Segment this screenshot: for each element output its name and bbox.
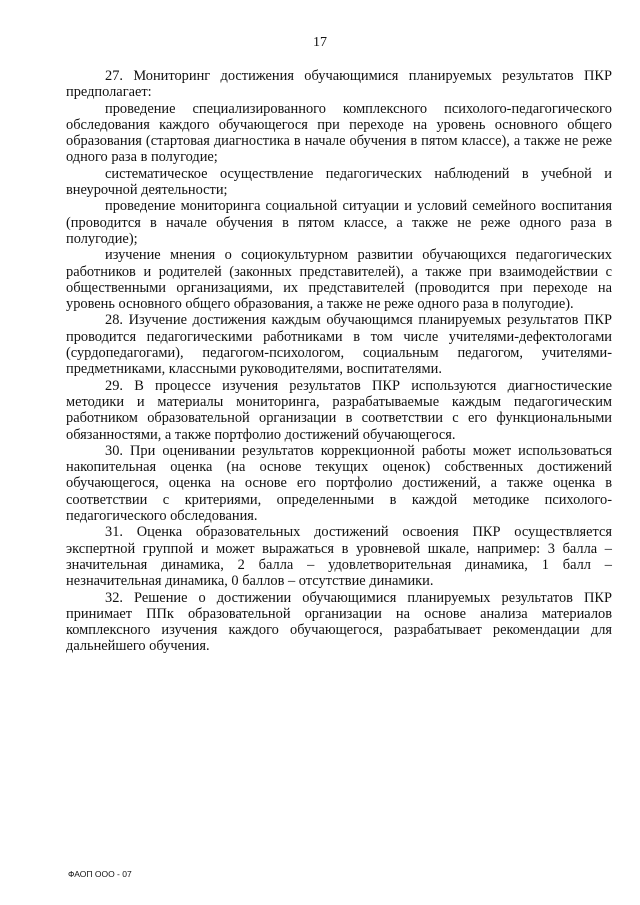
list-item-observations: систематическое осуществление педагогических наблюдений в учебной и внеурочной деятельности; — [66, 165, 612, 199]
paragraph-29: 29. В процессе изучения результатов ПКР используются диагностические методики и материалы мониторинга, разрабатываемые каждым педагогическим работником образовательной организации в соответствии с его функциональными обязанностями, а также портфолио достижений обучающегося. — [66, 377, 612, 443]
list-item-social-monitoring: проведение мониторинга социальной ситуации и условий семейного воспитания (проводится в начале обучения в пятом классе, а также не реже одного раза в полугодие); — [66, 198, 612, 247]
list-item-opinion-study: изучение мнения о социокультурном развитии обучающихся педагогических работников и родителей (законных представителей), а также при взаимодействии с общественными организациями, их представителей (проводится при переходе на уровень основного общего образования, а также не реже одного раза в полугодие). — [66, 247, 612, 313]
paragraph-32: 32. Решение о достижении обучающимися планируемых результатов ПКР принимает ППк образовательной организации на основе анализа материалов комплексного изучения каждого обучающегося, разрабатывает рекомендации для дальнейшего обучения. — [66, 589, 612, 655]
page-number: 17 — [313, 35, 327, 50]
paragraph-31: 31. Оценка образовательных достижений освоения ПКР осуществляется экспертной группой и может выражаться в уровневой шкале, например: 3 балла – значительная динамика, 2 балла – удовлетворительная динамика, 1 балл – незначительная динамика, 0 баллов – отсутствие динамики. — [66, 524, 612, 590]
paragraph-28: 28. Изучение достижения каждым обучающимся планируемых результатов ПКР проводится педагогическими работниками в том числе учителями-дефектологами (сурдопедагогами), педагогом-психологом, социальным педагогом, учителями-предметниками, классными руководителями, воспитателями. — [66, 312, 612, 378]
paragraph-30: 30. При оценивании результатов коррекционной работы может использоваться накопительная оценка (на основе текущих оценок) собственных достижений обучающегося, оценка на основе его портфолио достижений, а также оценка в соответствии с критериями, определенными в каждой методике психолого-педагогического обследования. — [66, 442, 612, 525]
list-item-diagnostics: проведение специализированного комплексного психолого-педагогического обследования каждого обучающегося при переходе на уровень основного общего образования (стартовая диагностика в начале обучения в пятом классе), а также не реже одного раза в полугодие; — [66, 100, 612, 166]
footer-code: ФАОП ООО - 07 — [68, 869, 132, 879]
document-body — [66, 68, 612, 655]
paragraph-27: 27. Мониторинг достижения обучающимися планируемых результатов ПКР предполагает: — [66, 68, 612, 101]
